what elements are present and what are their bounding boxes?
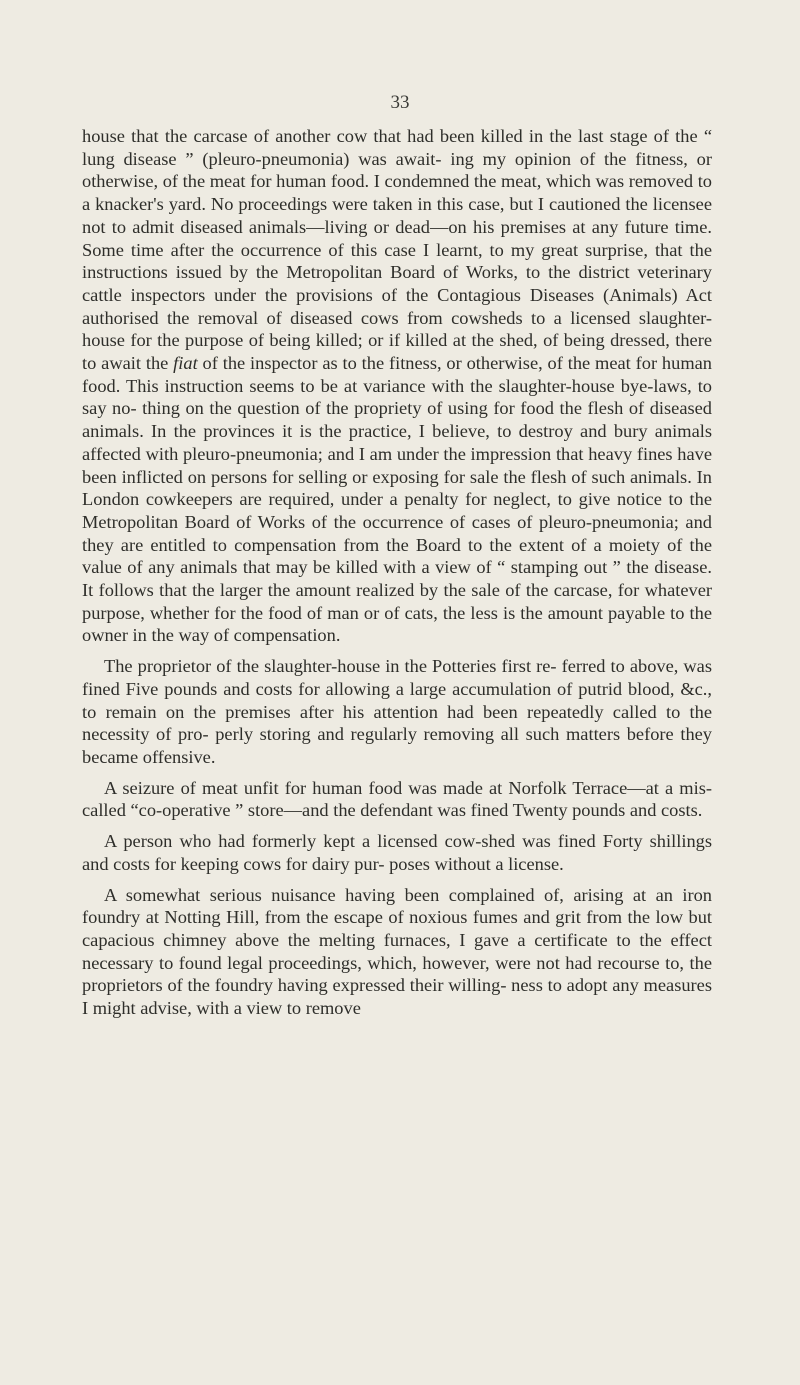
italic-term: fiat: [173, 353, 198, 374]
paragraph-slaughter-house-fine: The proprietor of the slaughter-house in the Potteries first re- ferred to above, was fined Five pounds and costs for allowing a large accumulation of putrid blood, &c., to remain on the premises after his attention had been repeatedly called to the necessity of pro- perly storing and regularly removing all such matters before they became offensive.: [82, 656, 712, 767]
page-number: 33: [390, 92, 410, 113]
paragraph-cow-shed-license: A person who had formerly kept a licensed cow-shed was fined Forty shillings and costs for keeping cows for dairy pur- poses without a license.: [82, 831, 712, 874]
paragraph-meat-seizure: A seizure of meat unfit for human food was made at Norfolk Terrace—at a mis-called “co-operative ” store—and the defendant was fined Twenty pounds and costs.: [82, 777, 712, 821]
paragraph-carcase-continuation: [82, 125, 712, 647]
paragraph-text: of the inspector as to the fitness, or otherwise, of the meat for human food. This instruction seems to be at variance with the slaughter-house bye-laws, to say no- thing on the question of the propriety of using for food the flesh of diseased animals. In the provinces it is the practice, I believe, to destroy and bury animals affected with pleuro-pneumonia; and I am under the impression that heavy fines have been inflicted on persons for selling or exposing for sale the flesh of such animals. In London cowkeepers are required, under a penalty for neglect, to give notice to the Metropolitan Board of Works of the occurrence of cases of pleuro-pneumonia; and they are entitled to compensation from the Board to the extent of a moiety of the value of any animals that may be killed with a view of “ stamping out ” the disease. It follows that the larger the amount realized by the sale of the carcase, for whatever purpose, whether for the food of man or of cats, the less is the amount payable to the owner in the way of compensation.: [82, 353, 712, 646]
body-text: [82, 125, 712, 1020]
paragraph-iron-foundry: A somewhat serious nuisance having been complained of, arising at an iron foundry at Notting Hill, from the escape of noxious fumes and grit from the low but capacious chimney above the melting furnaces, I gave a certificate to the effect necessary to found legal proceedings, which, however, were not had recourse to, the proprietors of the foundry having expressed their willing- ness to adopt any measures I might advise, with a view to remove: [82, 884, 712, 1019]
paragraph-text: house that the carcase of another cow that had been killed in the last stage of the “ lung disease ” (pleuro-pneumonia) was await- ing my opinion of the fitness, or otherwise, of the meat for human food. I condemned the meat, which was removed to a knacker's yard. No proceedings were taken in this case, but I cautioned the licensee not to admit diseased animals—living or dead—on his premises at any future time. Some time after the occurrence of this case I learnt, to my great surprise, that the instructions issued by the Metropolitan Board of Works, to the district veterinary cattle inspectors under the provisions of the Contagious Diseases (Animals) Act authorised the removal of diseased cows from cowsheds to a licensed slaughter-house for the purpose of being killed; or if killed at the shed, of being dressed, there to await the: [82, 126, 712, 374]
